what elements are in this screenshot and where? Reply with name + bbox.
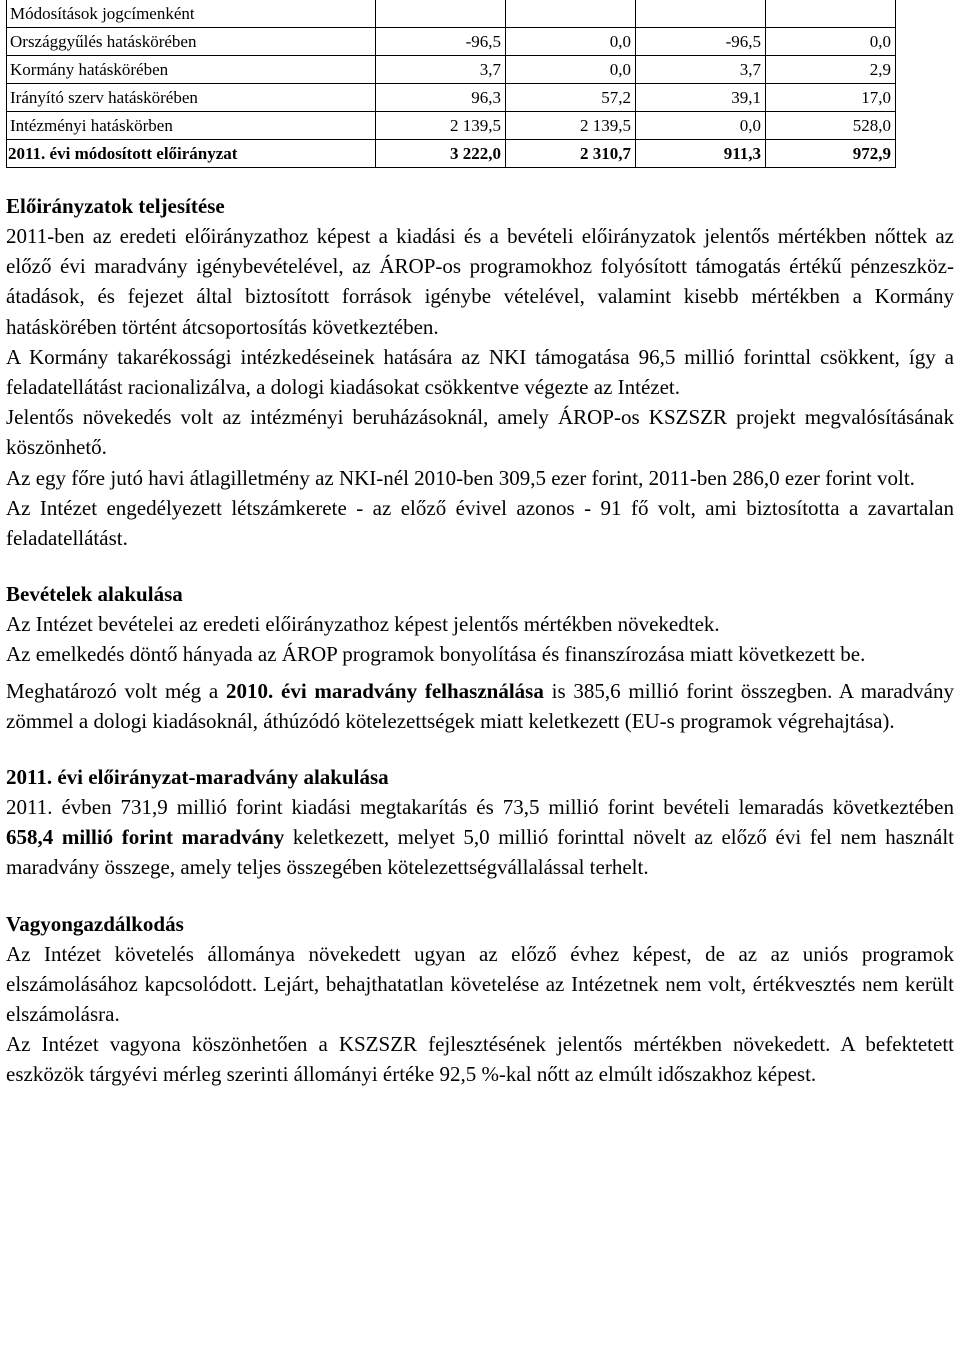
table-row: Intézményi hatáskörben 2 139,5 2 139,5 0,0 528,0 <box>7 112 896 140</box>
section-title: 2011. évi előirányzat-maradvány alakulása <box>6 765 389 790</box>
paragraph: Meghatározó volt még a 2010. évi maradvány felhasználása is 385,6 millió forint összegben. A maradvány zömmel a dologi kiadásoknál, áthúzódó kötelezettségek miatt keletkezett (EU-s programok végrehajtása). <box>6 678 954 733</box>
paragraph: A Kormány takarékossági intézkedéseinek hatására az NKI támogatása 96,5 millió forinttal csökkent, így a feladatellátást racionalizálva, a dologi kiadásokat csökkentve végezte az Intézet. <box>6 344 954 400</box>
table-row: Irányító szerv hatáskörében 96,3 57,2 39,1 17,0 <box>7 84 896 112</box>
section-title: Előirányzatok teljesítése <box>6 194 225 218</box>
modification-table <box>6 0 896 168</box>
paragraph: 2011-ben az eredeti előirányzathoz képest a kiadási és a bevételi előirányzatok jelentős mértékben nőttek az előző évi maradvány igénybevételével, az ÁROP-os programokhoz folyósított támogatás értékű pénzeszköz-átadások, és fejezet által biztosított források igénybe vételével, valamint kisebb mértékben a Kormány hatáskörében történt átcsoportosítás következtében. <box>6 224 954 339</box>
table-row: Országgyűlés hatáskörében -96,5 0,0 -96,5 0,0 <box>7 28 896 56</box>
paragraph: Az Intézet követelés állománya növekedett ugyan az előző évhez képest, de az az uniós programok elszámolásához kapcsolódott. Lejárt, behajthatatlan követelése az Intézetnek nem volt, értékvesztés nem került elszámolásra. <box>6 941 954 1027</box>
paragraph: Az egy főre jutó havi átlagilletmény az NKI-nél 2010-ben 309,5 ezer forint, 2011-ben 286,0 ezer forint volt. <box>6 465 915 490</box>
section-bevetelek <box>6 579 954 736</box>
section-teljesites <box>6 191 954 553</box>
table-sum-row: 2011. évi módosított előirányzat 3 222,0 2 310,7 911,3 972,9 <box>7 140 896 168</box>
table-row: Kormány hatáskörében 3,7 0,0 3,7 2,9 <box>7 56 896 84</box>
paragraph: Az emelkedés döntő hányada az ÁROP programok bonyolítása és finanszírozása miatt következett be. <box>6 642 866 667</box>
paragraph: Az Intézet vagyona köszönhetően a KSZSZR fejlesztésének jelentős mértékben növekedett. A befektetett eszközök tárgyévi mérleg szerinti állományi értéke 92,5 %-kal nőtt az elmúlt időszakhoz képest. <box>6 1032 954 1087</box>
section-title: Bevételek alakulása <box>6 582 183 607</box>
paragraph: Az Intézet engedélyezett létszámkerete - az előző évivel azonos - 91 fő volt, ami biztosította a zavartalan feladatellátást. <box>6 495 954 551</box>
table-header-label: Módosítások jogcímenként <box>7 0 376 28</box>
table-header-row <box>7 0 896 28</box>
paragraph: Az Intézet bevételei az eredeti előirányzathoz képest jelentős mértékben növekedtek. <box>6 612 720 637</box>
section-title: Vagyongazdálkodás <box>6 911 184 936</box>
document-page <box>6 0 954 1090</box>
paragraph: Jelentős növekedés volt az intézményi beruházásoknál, amely ÁROP-os KSZSZR projekt megvalósításának köszönhető. <box>6 405 954 460</box>
section-vagyon <box>6 909 954 1090</box>
section-maradvany <box>6 762 954 883</box>
paragraph: 2011. évben 731,9 millió forint kiadási megtakarítás és 73,5 millió forint bevételi lemaradás következtében 658,4 millió forint maradvány keletkezett, melyet 5,0 millió forinttal növelt az előző évi fel nem használt maradvány összege, amely teljes összegében kötelezettségvállalással terhelt. <box>6 795 954 880</box>
